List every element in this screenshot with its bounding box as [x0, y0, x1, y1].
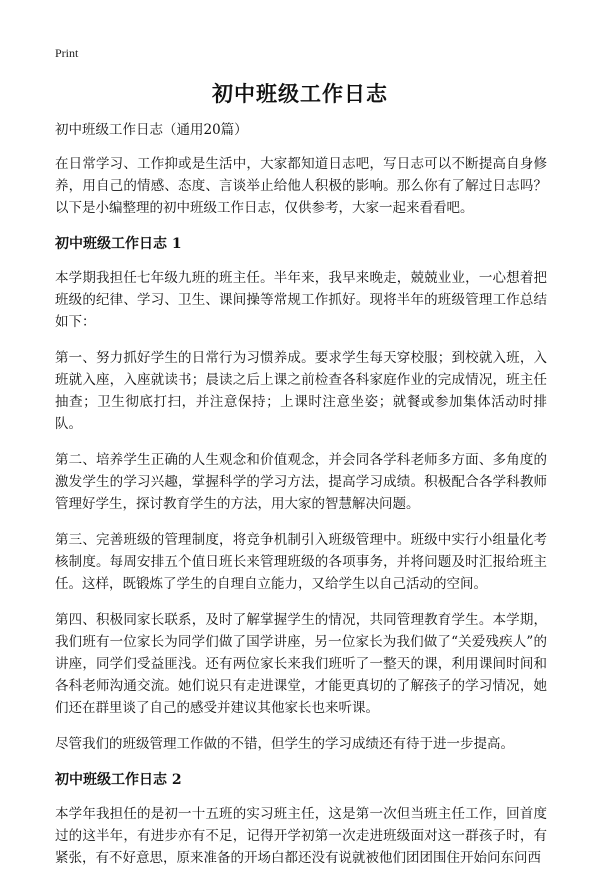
paragraph: 第二、培养学生正确的人生观念和价值观念，并会同各学科老师多方面、多角度的激发学生的学习兴趣，掌握科学的学习方法，提高学习成绩。积极配合各学科教师管理好学生，探讨教育学生的方法，用大家的智慧解决问题。: [55, 452, 547, 512]
document-subtitle: 初中班级工作日志（通用20篇）: [55, 122, 248, 138]
print-link[interactable]: Print: [55, 46, 79, 60]
paragraph: 第一、努力抓好学生的日常行为习惯养成。要求学生每天穿校服；到校就入班，入班就入座，入座就读书；晨读之后上课之前检查各科家庭作业的完成情况，班主任抽查；卫生彻底打扫，并注意保持；上课时注意坐姿；就餐或参加集体活动时排队。: [55, 350, 547, 432]
paragraph: 本学年我担任的是初一十五班的实习班主任，这是第一次但当班主任工作，回首度过的这半年，有进步亦有不足，记得开学初第一次走进班级面对这一群孩子时，有紧张，有不好意思，原来准备的开场白都还没有说就被他们团团围住开始问东问西: [55, 806, 547, 866]
intro-paragraph: 在日常学习、工作抑或是生活中，大家都知道日志吧，写日志可以不断提高自身修养，用自己的情感、态度、言谈举止给他人积极的影响。那么你有了解过日志吗？以下是小编整理的初中班级工作日志，仅供参考，大家一起来看看吧。: [55, 156, 547, 216]
paragraph: 本学期我担任七年级九班的班主任。半年来，我早来晚走，兢兢业业，一心想着把班级的纪律、学习、卫生、课间操等常规工作抓好。现将半年的班级管理工作总结如下：: [55, 270, 547, 330]
paragraph: 尽管我们的班级管理工作做的不错，但学生的学习成绩还有待于进一步提高。: [55, 736, 514, 752]
paragraph: 第三、完善班级的管理制度，将竞争机制引入班级管理中。班级中实行小组量化考核制度。每周安排五个值日班长来管理班级的各项事务，并将问题及时汇报给班主任。这样，既锻炼了学生的自理自立能力，又给学生以自己活动的空间。: [55, 532, 547, 592]
section-heading: 初中班级工作日志 2: [55, 772, 182, 788]
page-title: 初中班级工作日志: [212, 81, 388, 106]
paragraph: 第四、积极同家长联系，及时了解掌握学生的情况，共同管理教育学生。本学期，我们班有一位家长为同学们做了国学讲座，另一位家长为我们做了“关爱残疾人”的讲座，同学们受益匪浅。还有两位家长来我们班听了一整天的课，利用课间时间和各科老师沟通交流。她们说只有走进课堂，才能更真切的了解孩子的学习情况，她们还在群里谈了自己的感受并建议其他家长也来听课。: [55, 612, 547, 716]
section-heading: 初中班级工作日志 1: [55, 236, 182, 252]
document-body: [55, 119, 547, 883]
